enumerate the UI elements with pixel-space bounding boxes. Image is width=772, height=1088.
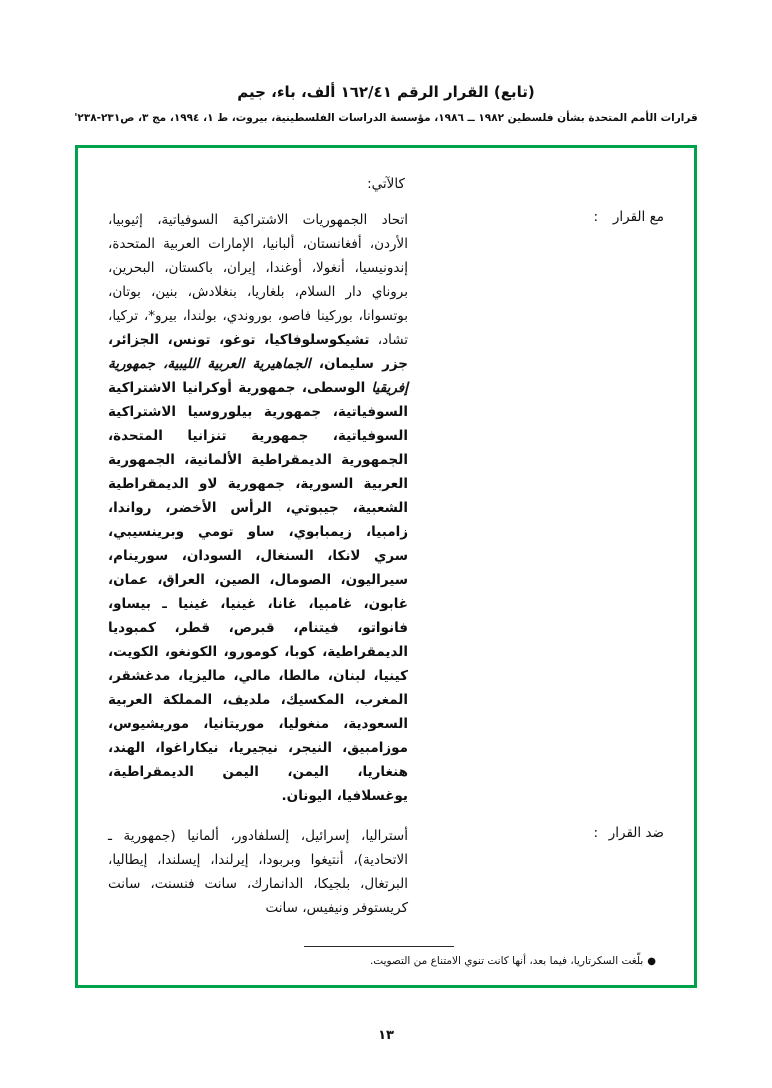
page-header <box>0 0 772 124</box>
vote-block-against-colon: : <box>593 825 598 842</box>
footnote-text: بلّغت السكرتاريا، فيما بعد، أنها كانت تنوي الامتناع من التصويت. <box>369 955 644 968</box>
footnote-divider <box>304 946 454 947</box>
vote-for-part-normal: اتحاد الجمهوريات الاشتراكية السوفياتية، إثيوبيا، الأردن، أفغانستان، ألبانيا، الإمارات العربية المتحدة، إندونيسيا، أنغولا، أوغندا، إيران، باكستان، البحرين، بروناي دار السلام، بلغاريا، بنغلادش، بنين، بوتان، بوتسوانا، بوركينا فاصو، بوروندي، بولندا، بيرو*، تركيا، تشاد، <box>108 212 408 349</box>
footnote <box>108 954 664 970</box>
footnote-marker-icon: ● <box>647 956 656 968</box>
vote-for-part-italic: الجماهيرية العربية الليبية، جمهورية إفريقيا <box>108 356 408 397</box>
page-number: ١٣ <box>378 1028 394 1043</box>
vote-for-part-bold-1: تشيكوسلوفاكيا، توغو، تونس، الجزائر، جزر سليمان، <box>108 332 409 373</box>
vote-block-for-text <box>108 208 408 808</box>
content-frame <box>75 145 697 988</box>
vote-block-against-label: ضد القرار <box>608 825 664 842</box>
vote-block-for-label: مع القرار <box>612 209 664 225</box>
vote-block-against-text: أستراليا، إسرائيل، إلسلفادور، ألمانيا (جمهورية ـ الاتحادية)، أنتيغوا وبربودا، إيرلندا، إيسلندا، إيطاليا، البرتغال، بلجيكا، الدانمارك، سانت فنسنت، سانت كريستوفر ونيفيس، سانت <box>108 828 408 917</box>
page-subtitle-citation: قرارات الأمم المتحدة بشأن فلسطين ١٩٨٢ ــ ١٩٨٦، مؤسسة الدراسات الفلسطينية، بيروت، ط ١، ١٩٩٤، مج ٣، ص٢٣١-٢٣٨' <box>74 112 698 124</box>
vote-for-part-bold-2: الوسطى، جمهورية أوكرانيا الاشتراكية السوفياتية، جمهورية بيلوروسيا الاشتراكية السوفياتية، جمهورية تنزانيا المتحدة، الجمهورية الديمقراطية الألمانية، الجمهورية العربية السورية، جمهورية لاو الديمقراطية الشعبية، جيبوتي، الرأس الأخضر، رواندا، زامبيا، زيمبابوي، ساو تومي وبرينسيبي، سري لانكا، السنغال، السودان، سورينام، سيراليون، الصومال، الصين، العراق، عمان، غابون، غامبيا، غانا، غينيا، غينيا ـ بيساو، فانواتو، فيتنام، قبرص، قطر، كمبوديا الديمقراطية، كوبا، كومورو، الكونغو، الكويت، كينيا، لبنان، مالطا، مالي، ماليزيا، مدغشقر، المغرب، المكسيك، ملديف، المملكة العربية السعودية، منغوليا، موريتانيا، موريشيوس، موزامبيق، النيجر، نيجيريا، نيكاراغوا، الهند، هنغاريا، اليمن، اليمن الديمقراطية، يوغسلافيا، اليونان. <box>108 380 408 805</box>
intro-line: كالآتي: <box>367 176 405 192</box>
content-frame-inner <box>78 148 694 985</box>
vote-block-for <box>108 208 664 808</box>
vote-block-against <box>108 824 664 920</box>
page-title: (تابع) القرار الرقم ١٦٢/٤١ ألف، باء، جيم <box>237 83 535 101</box>
vote-block-for-colon: : <box>593 209 598 225</box>
